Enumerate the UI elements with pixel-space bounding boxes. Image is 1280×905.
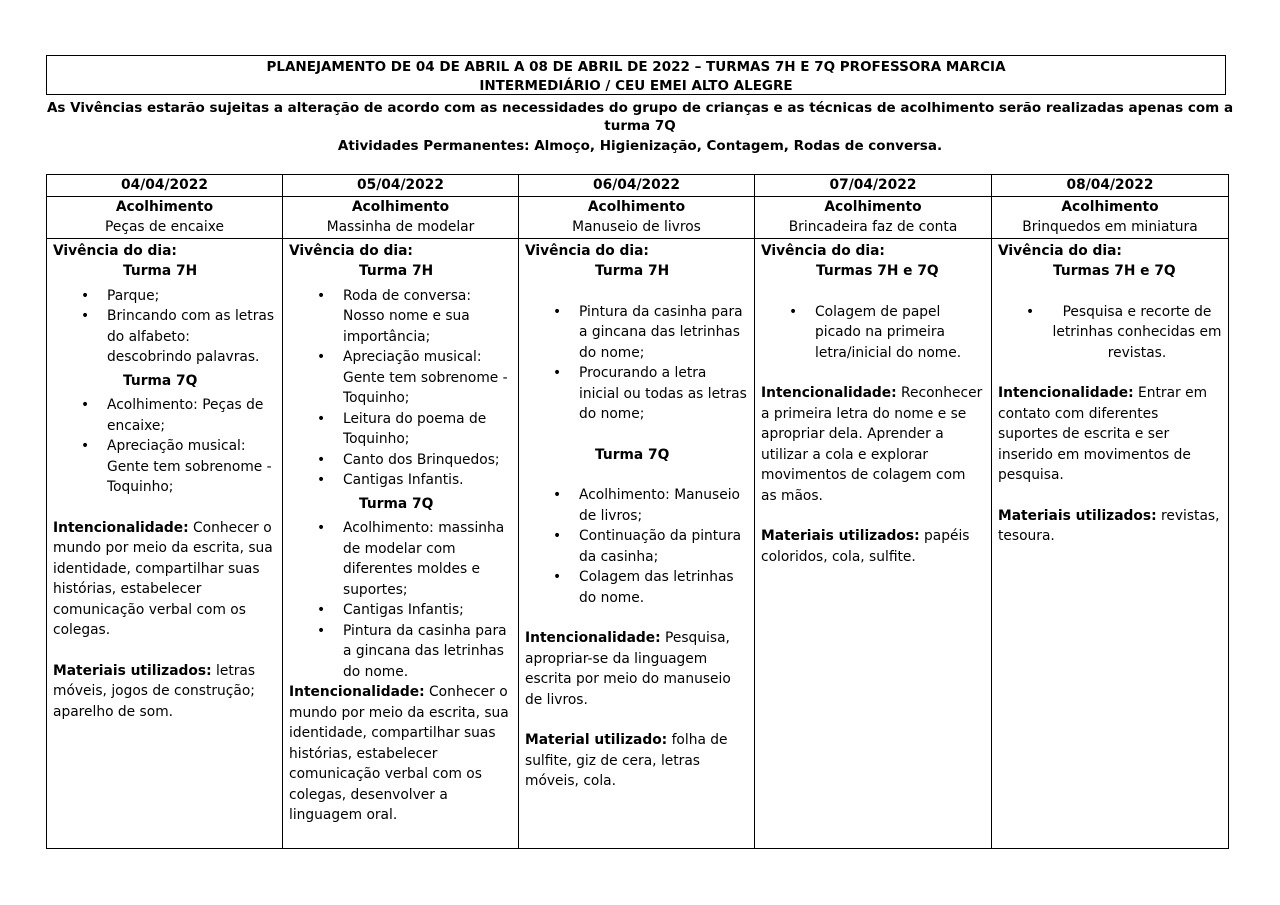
materiais-label: Materiais utilizados: <box>53 662 212 679</box>
vivencia-cell-3 <box>755 238 992 848</box>
turma1-list <box>525 302 748 425</box>
vivencia-label: Vivência do dia: <box>289 242 413 259</box>
turma-heading: Turma 7H <box>123 263 198 279</box>
date-row <box>47 175 1229 197</box>
list-item: • Acolhimento: massinha de modelar com diferentes moldes e suportes; <box>289 518 512 600</box>
list-item: • Apreciação musical: Gente tem sobrenome - Toquinho; <box>53 436 276 498</box>
turma2-list <box>289 518 512 682</box>
acolhimento-cell-1 <box>283 196 519 238</box>
turma-heading: Turma 7Q <box>123 372 198 389</box>
title-line-1: PLANEJAMENTO DE 04 DE ABRIL A 08 DE ABRIL DE 2022 – TURMAS 7H E 7Q PROFESSORA MARCIA <box>266 59 1006 75</box>
intencionalidade-text: Conhecer o mundo por meio da escrita, sua identidade, compartilhar suas histórias, estabelecer comunicação verbal com os colegas. <box>53 519 273 638</box>
materiais-block <box>53 661 276 723</box>
list-item: • Colagem das letrinhas do nome. <box>525 567 748 608</box>
list-item: • Parque; <box>53 286 276 307</box>
materiais-block <box>525 730 748 792</box>
turma-heading: Turma 7Q <box>359 495 434 512</box>
date-cell-1: 05/04/2022 <box>283 175 519 197</box>
acolhimento-activity: Massinha de modelar <box>326 219 475 235</box>
turma1-list <box>761 302 985 364</box>
document-title <box>46 55 1226 95</box>
intencionalidade-block <box>289 682 512 826</box>
intencionalidade-block <box>53 518 276 641</box>
intencionalidade-text: Entrar em contato com diferentes suportes de escrita e ser inserido em movimentos de pesquisa. <box>998 385 1208 483</box>
turma1-list <box>53 286 276 368</box>
vivencia-label: Vivência do dia: <box>761 242 885 259</box>
materiais-block <box>998 506 1222 547</box>
acolhimento-cell-3 <box>755 196 992 238</box>
list-item: • Roda de conversa: Nosso nome e sua importância; <box>289 286 512 348</box>
vivencia-label: Vivência do dia: <box>525 242 649 259</box>
date-cell-4: 08/04/2022 <box>992 175 1229 197</box>
turma-heading: Turma 7Q <box>595 446 670 463</box>
turma-heading: Turma 7H <box>359 263 434 279</box>
weekly-plan-table <box>46 174 1229 849</box>
list-item: • Acolhimento: Peças de encaixe; <box>53 395 276 436</box>
list-item: • Leitura do poema de Toquinho; <box>289 409 512 450</box>
materiais-text: papéis coloridos, cola, sulfite. <box>761 528 970 565</box>
acolhimento-activity: Brincadeira faz de conta <box>788 219 958 235</box>
list-item: • Apreciação musical: Gente tem sobrenome - Toquinho; <box>289 347 512 409</box>
turma-heading: Turmas 7H e 7Q <box>816 263 939 279</box>
list-item: • Pintura da casinha para a gincana das letrinhas do nome. <box>289 621 512 683</box>
intencionalidade-text: Reconhecer a primeira letra do nome e se apropriar dela. Aprender a utilizar a cola e explorar movimentos de colagem com as mãos. <box>761 385 983 504</box>
vivencias-note: As Vivências estarão sujeitas a alteração de acordo com as necessidades do grupo de crianças e as técnicas de acolhimento serão realizadas apenas com a turma 7Q <box>46 100 1234 134</box>
list-item: • Pintura da casinha para a gincana das letrinhas do nome; <box>525 302 748 364</box>
permanent-activities: Atividades Permanentes: Almoço, Higienização, Contagem, Rodas de conversa. <box>337 138 943 154</box>
intencionalidade-label: Intencionalidade: <box>525 630 661 646</box>
acolhimento-label: Acolhimento <box>1061 198 1159 215</box>
intencionalidade-block <box>761 383 985 506</box>
acolhimento-cell-2 <box>519 196 755 238</box>
intencionalidade-label: Intencionalidade: <box>998 385 1134 401</box>
list-item: • Acolhimento: Manuseio de livros; <box>525 485 748 526</box>
materiais-label: Materiais utilizados: <box>998 507 1157 524</box>
materiais-text: revistas, tesoura. <box>998 507 1220 544</box>
title-line-2: INTERMEDIÁRIO / CEU EMEI ALTO ALEGRE <box>479 77 793 94</box>
intencionalidade-block <box>525 628 748 710</box>
vivencia-label: Vivência do dia: <box>998 242 1122 259</box>
list-item: • Colagem de papel picado na primeira letra/inicial do nome. <box>761 302 985 364</box>
intencionalidade-label: Intencionalidade: <box>289 684 425 700</box>
acolhimento-label: Acolhimento <box>351 198 450 215</box>
list-item: • Cantigas Infantis. <box>289 470 512 491</box>
materiais-text: folha de sulfite, giz de cera, letras móveis, cola. <box>525 732 728 789</box>
acolhimento-activity: Manuseio de livros <box>572 219 701 235</box>
list-item: • Continuação da pintura da casinha; <box>525 526 748 567</box>
intencionalidade-label: Intencionalidade: <box>761 385 897 401</box>
acolhimento-label: Acolhimento <box>115 198 214 215</box>
list-item: • Brincando com as letras do alfabeto: descobrindo palavras. <box>53 306 276 368</box>
date-cell-0: 04/04/2022 <box>47 175 283 197</box>
list-item: • Canto dos Brinquedos; <box>289 450 512 471</box>
vivencia-cell-0 <box>47 238 283 848</box>
turma-heading: Turma 7H <box>595 263 670 279</box>
turma2-list <box>525 485 748 608</box>
turma1-list <box>289 286 512 491</box>
vivencia-cell-4 <box>992 238 1229 848</box>
intencionalidade-text: Conhecer o mundo por meio da escrita, sua identidade, compartilhar suas histórias, estabelecer comunicação verbal com os colegas, desenvolver a linguagem oral. <box>289 684 509 823</box>
intencionalidade-block <box>998 383 1222 486</box>
vivencia-cell-2 <box>519 238 755 848</box>
date-cell-2: 06/04/2022 <box>519 175 755 197</box>
materiais-text: letras móveis, jogos de construção; aparelho de som. <box>53 662 256 720</box>
vivencia-label: Vivência do dia: <box>53 242 177 259</box>
acolhimento-activity: Brinquedos em miniatura <box>1022 219 1198 235</box>
acolhimento-cell-4 <box>992 196 1229 238</box>
materiais-label: Materiais utilizados: <box>761 528 920 544</box>
acolhimento-cell-0 <box>47 196 283 238</box>
materiais-block <box>761 526 985 567</box>
vivencia-cell-1 <box>283 238 519 848</box>
vivencia-row <box>47 238 1229 848</box>
acolhimento-label: Acolhimento <box>824 198 922 215</box>
acolhimento-activity: Peças de encaixe <box>105 219 224 235</box>
intencionalidade-label: Intencionalidade: <box>53 519 189 536</box>
turma1-list <box>998 302 1222 364</box>
intencionalidade-text: Pesquisa, apropriar-se da linguagem escrita por meio do manuseio de livros. <box>525 630 731 708</box>
turma2-list <box>53 395 276 498</box>
materiais-label: Material utilizado: <box>525 732 668 748</box>
turma-heading: Turmas 7H e 7Q <box>1053 263 1176 279</box>
date-cell-3: 07/04/2022 <box>755 175 992 197</box>
acolhimento-row <box>47 196 1229 238</box>
list-item: • Procurando a letra inicial ou todas as letras do nome; <box>525 363 748 425</box>
list-item: • Pesquisa e recorte de letrinhas conhecidas em revistas. <box>998 302 1222 364</box>
acolhimento-label: Acolhimento <box>587 198 686 215</box>
list-item: • Cantigas Infantis; <box>289 600 512 621</box>
